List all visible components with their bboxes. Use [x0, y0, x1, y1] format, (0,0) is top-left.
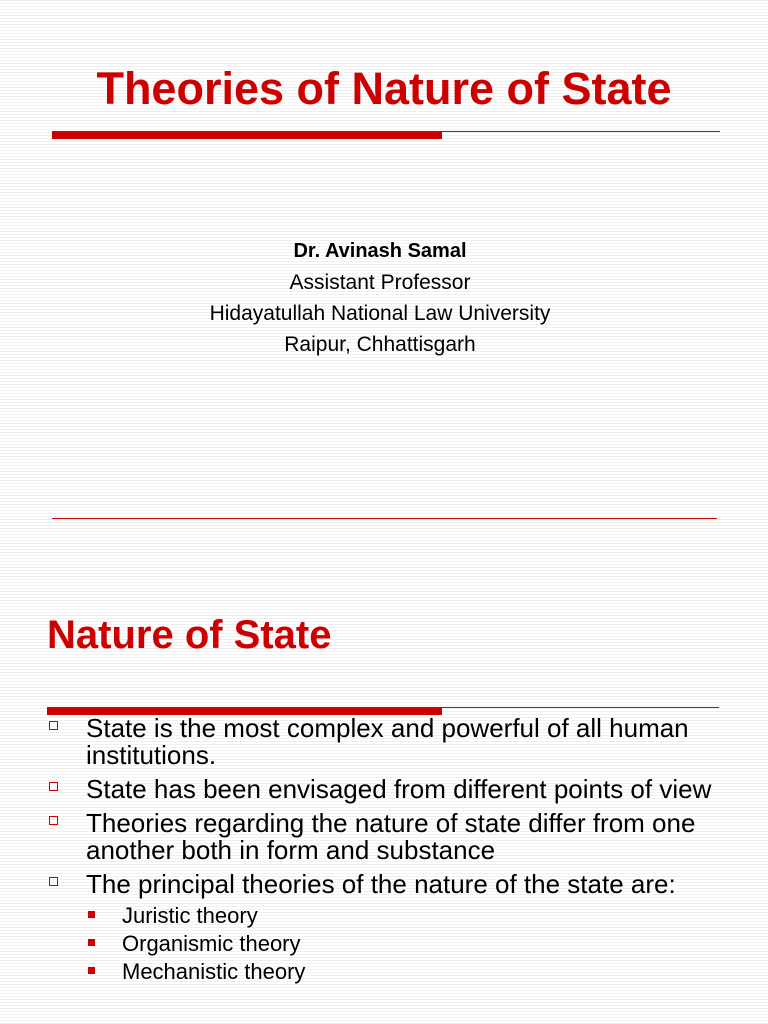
filled-square-icon — [88, 911, 95, 918]
sub-bullet-text: Mechanistic theory — [122, 959, 306, 984]
title-accent-line — [52, 131, 720, 132]
bullet-item — [46, 871, 746, 986]
author-block — [0, 236, 760, 360]
bullet-item — [46, 715, 746, 769]
title-accent-bar — [52, 132, 442, 139]
hollow-square-icon — [49, 721, 58, 730]
slide-content — [0, 560, 768, 1024]
filled-square-icon — [88, 939, 95, 946]
bullet-list — [46, 715, 746, 993]
author-name: Dr. Avinash Samal — [293, 240, 467, 262]
bullet-text: State is the most complex and powerful of all human institutions. — [86, 713, 689, 770]
slide-divider-line — [52, 518, 717, 519]
hollow-square-icon — [49, 877, 58, 886]
sub-bullet-item — [86, 930, 746, 958]
hollow-square-icon — [49, 782, 58, 791]
bullet-text: The principal theories of the nature of the state are: — [86, 869, 676, 899]
bullet-item — [46, 810, 746, 864]
author-institution: Hidayatullah National Law University — [209, 302, 551, 325]
author-position: Assistant Professor — [289, 271, 471, 294]
sub-bullet-item — [86, 958, 746, 986]
sub-bullet-text: Organismic theory — [122, 931, 301, 956]
slide-title-heading: Theories of Nature of State — [96, 63, 672, 114]
bullet-text: State has been envisaged from different points of view — [86, 774, 712, 804]
sub-bullet-text: Juristic theory — [122, 903, 258, 928]
bullet-item — [46, 776, 746, 803]
bullet-text: Theories regarding the nature of state differ from one another both in form and substance — [86, 808, 696, 865]
filled-square-icon — [88, 967, 95, 974]
content-accent-line — [47, 707, 719, 708]
author-location: Raipur, Chhattisgarh — [284, 333, 476, 356]
content-slide-heading: Nature of State — [47, 613, 332, 657]
sub-bullet-list — [86, 902, 746, 986]
hollow-square-icon — [49, 816, 58, 825]
sub-bullet-item — [86, 902, 746, 930]
